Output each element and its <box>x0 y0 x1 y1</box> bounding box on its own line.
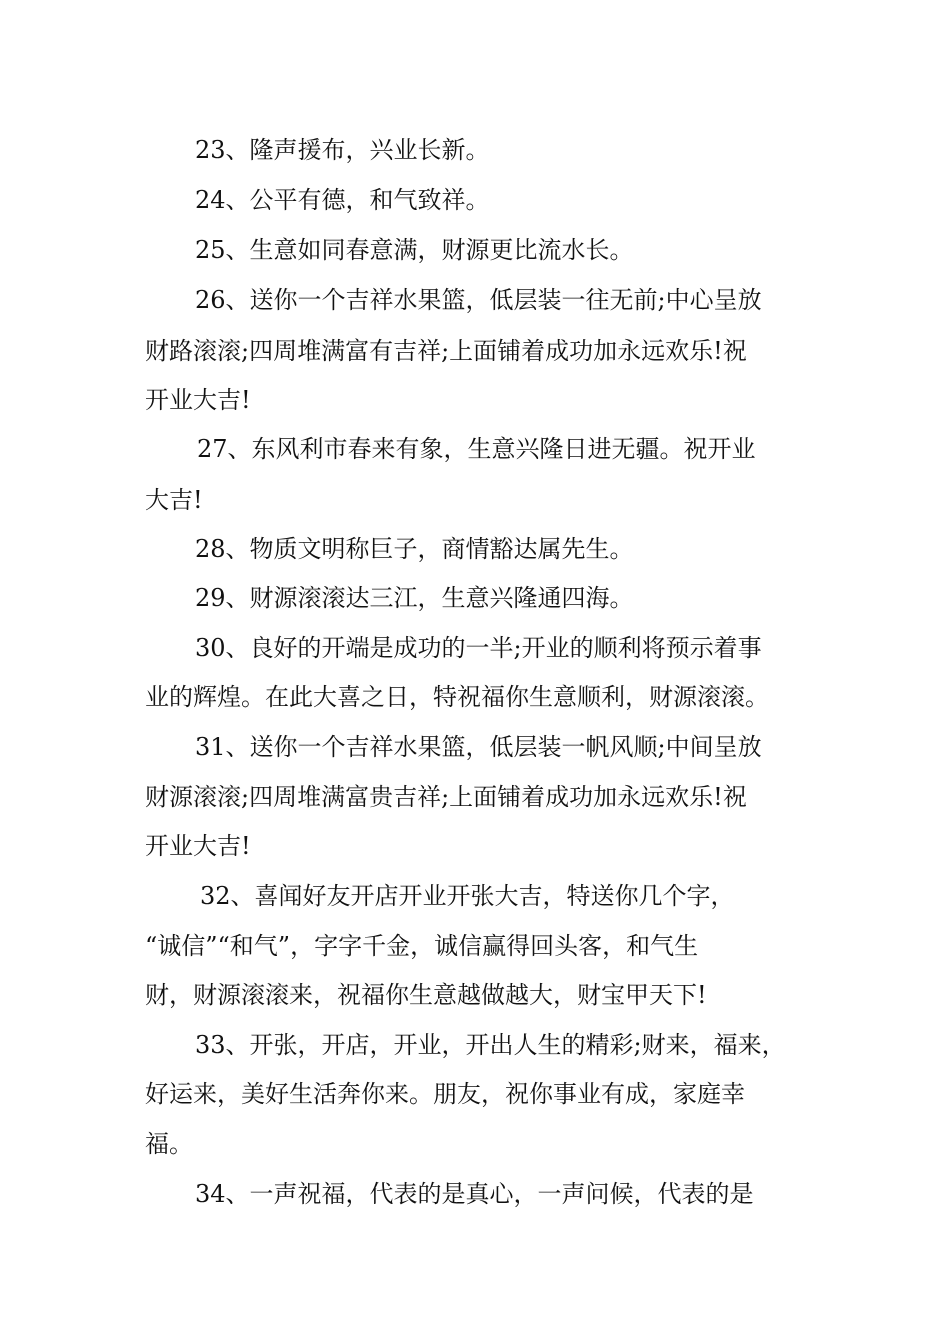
text-line: 29、财源滚滚达三江，生意兴隆通四海。 <box>195 584 634 612</box>
text-line: 25、生意如同春意满，财源更比流水长。 <box>195 236 634 264</box>
text-line: 31、送你一个吉祥水果篮，低层装一帆风顺;中间呈放 <box>195 733 762 761</box>
text-line: “诚信”“和气”，字字千金，诚信赢得回头客，和气生 <box>145 932 699 960</box>
text-line: 30、良好的开端是成功的一半;开业的顺利将预示着事 <box>195 634 762 662</box>
text-line: 好运来，美好生活奔你来。朋友，祝你事业有成，家庭幸 <box>145 1080 745 1108</box>
text-line: 开业大吉! <box>145 832 251 860</box>
text-line: 26、送你一个吉祥水果篮，低层装一往无前;中心呈放 <box>195 286 762 314</box>
text-line: 24、公平有德，和气致祥。 <box>195 186 490 214</box>
text-line: 33、开张，开店，开业，开出人生的精彩;财来，福来， <box>195 1031 786 1059</box>
text-line: 23、隆声援布，兴业长新。 <box>195 136 490 164</box>
text-line: 开业大吉! <box>145 386 251 414</box>
text-line: 财，财源滚滚来，祝福你生意越做越大，财宝甲天下! <box>145 981 707 1009</box>
text-line: 福。 <box>145 1130 193 1158</box>
text-line: 财源滚滚;四周堆满富贵吉祥;上面铺着成功加永远欢乐!祝 <box>145 783 747 811</box>
text-line: 大吉! <box>145 486 203 514</box>
text-line: 业的辉煌。在此大喜之日，特祝福你生意顺利，财源滚滚。 <box>145 683 769 711</box>
text-line: 27、东风利市春来有象，生意兴隆日进无疆。祝开业 <box>197 435 756 463</box>
text-line: 32、喜闻好友开店开业开张大吉，特送你几个字， <box>200 882 735 910</box>
text-line: 34、一声祝福，代表的是真心，一声问候，代表的是 <box>195 1180 754 1208</box>
text-line: 财路滚滚;四周堆满富有吉祥;上面铺着成功加永远欢乐!祝 <box>145 337 747 365</box>
text-line: 28、物质文明称巨子，商情豁达属先生。 <box>195 535 634 563</box>
